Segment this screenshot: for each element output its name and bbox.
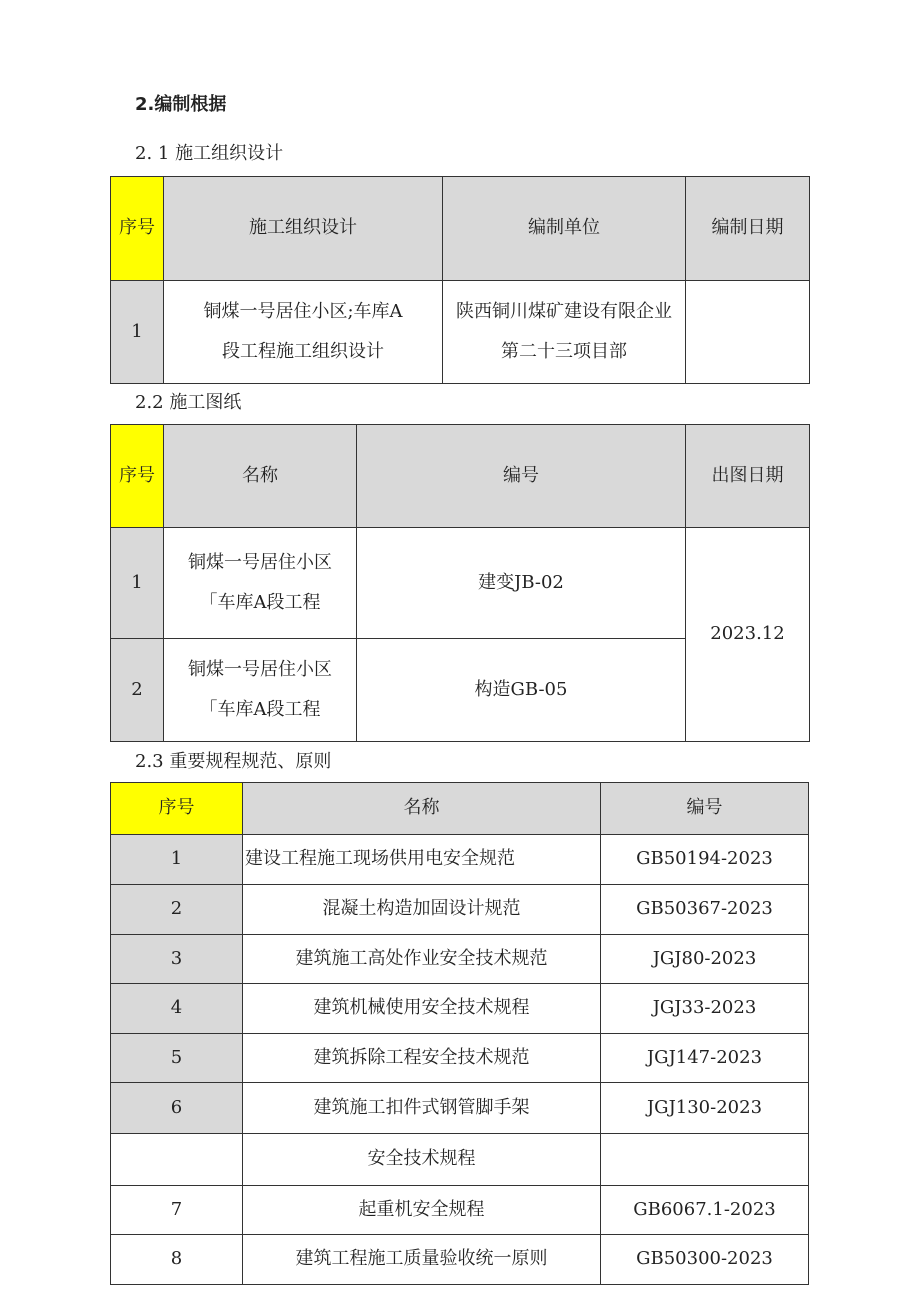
table-row — [111, 1235, 809, 1285]
row-code: GB50194-2023 — [601, 835, 809, 885]
row-code: JGJ147-2023 — [601, 1034, 809, 1083]
table-row — [111, 1083, 809, 1134]
row-no: 1 — [111, 528, 164, 639]
row-no: 8 — [111, 1235, 243, 1285]
row-name: 起重机安全规程 — [243, 1186, 601, 1235]
row-no: 1 — [111, 281, 164, 384]
header-design: 施工组织设计 — [164, 177, 443, 281]
subsection-title-2-1: 2. 1 施工组织设计 — [135, 143, 284, 164]
header-date: 出图日期 — [686, 425, 810, 528]
row-name: 建筑施工高处作业安全技术规范 — [243, 935, 601, 984]
row-name: 建筑机械使用安全技术规程 — [243, 984, 601, 1034]
row-no: 4 — [111, 984, 243, 1034]
row-code: GB6067.1-2023 — [601, 1186, 809, 1235]
row-no: 1 — [111, 835, 243, 885]
row-no: 6 — [111, 1083, 243, 1134]
row-name: 建设工程施工现场供用电安全规范 — [243, 835, 601, 885]
table-row — [111, 281, 810, 384]
header-name: 名称 — [243, 783, 601, 835]
row-date — [686, 281, 810, 384]
row-name: 建筑工程施工质量验收统一原则 — [243, 1235, 601, 1285]
row-code: 建变JB-02 — [357, 528, 686, 639]
row-no: 2 — [111, 885, 243, 935]
header-unit: 编制单位 — [443, 177, 686, 281]
row-name: 铜煤一号居住小区 「车库A段工程 — [164, 528, 357, 639]
row-name: 铜煤一号居住小区 「车库A段工程 — [164, 639, 357, 742]
table-row — [111, 1134, 809, 1186]
table-row — [111, 1186, 809, 1235]
row-code — [601, 1134, 809, 1186]
drawings-table — [110, 424, 810, 742]
row-unit: 陕西铜川煤矿建设有限企业 第二十三项目部 — [443, 281, 686, 384]
row-no: 5 — [111, 1034, 243, 1083]
row-design-name: 铜煤一号居住小区;车库A 段工程施工组织设计 — [164, 281, 443, 384]
header-no: 序号 — [111, 425, 164, 528]
row-name: 安全技术规程 — [243, 1134, 601, 1186]
standards-table — [110, 782, 809, 1285]
table-row — [111, 885, 809, 935]
row-no: 7 — [111, 1186, 243, 1235]
row-name: 混凝土构造加固设计规范 — [243, 885, 601, 935]
row-code: JGJ80-2023 — [601, 935, 809, 984]
table-row — [111, 528, 810, 639]
subsection-title-2-3: 2.3 重要规程规范、原则 — [135, 751, 332, 772]
header-no: 序号 — [111, 783, 243, 835]
row-code: GB50367-2023 — [601, 885, 809, 935]
construction-design-table — [110, 176, 810, 384]
section-title: 2.编制根据 — [135, 94, 227, 115]
row-code: JGJ33-2023 — [601, 984, 809, 1034]
drawing-date: 2023.12 — [686, 528, 810, 742]
subsection-title-2-2: 2.2 施工图纸 — [135, 392, 242, 413]
row-no: 3 — [111, 935, 243, 984]
table-row — [111, 1034, 809, 1083]
table-row — [111, 984, 809, 1034]
row-no — [111, 1134, 243, 1186]
row-no: 2 — [111, 639, 164, 742]
table-row — [111, 935, 809, 984]
row-code: JGJ130-2023 — [601, 1083, 809, 1134]
header-date: 编制日期 — [686, 177, 810, 281]
row-name: 建筑拆除工程安全技术规范 — [243, 1034, 601, 1083]
header-code: 编号 — [601, 783, 809, 835]
row-name: 建筑施工扣件式钢管脚手架 — [243, 1083, 601, 1134]
header-no: 序号 — [111, 177, 164, 281]
header-code: 编号 — [357, 425, 686, 528]
table-row — [111, 835, 809, 885]
header-name: 名称 — [164, 425, 357, 528]
row-code: GB50300-2023 — [601, 1235, 809, 1285]
row-code: 构造GB-05 — [357, 639, 686, 742]
